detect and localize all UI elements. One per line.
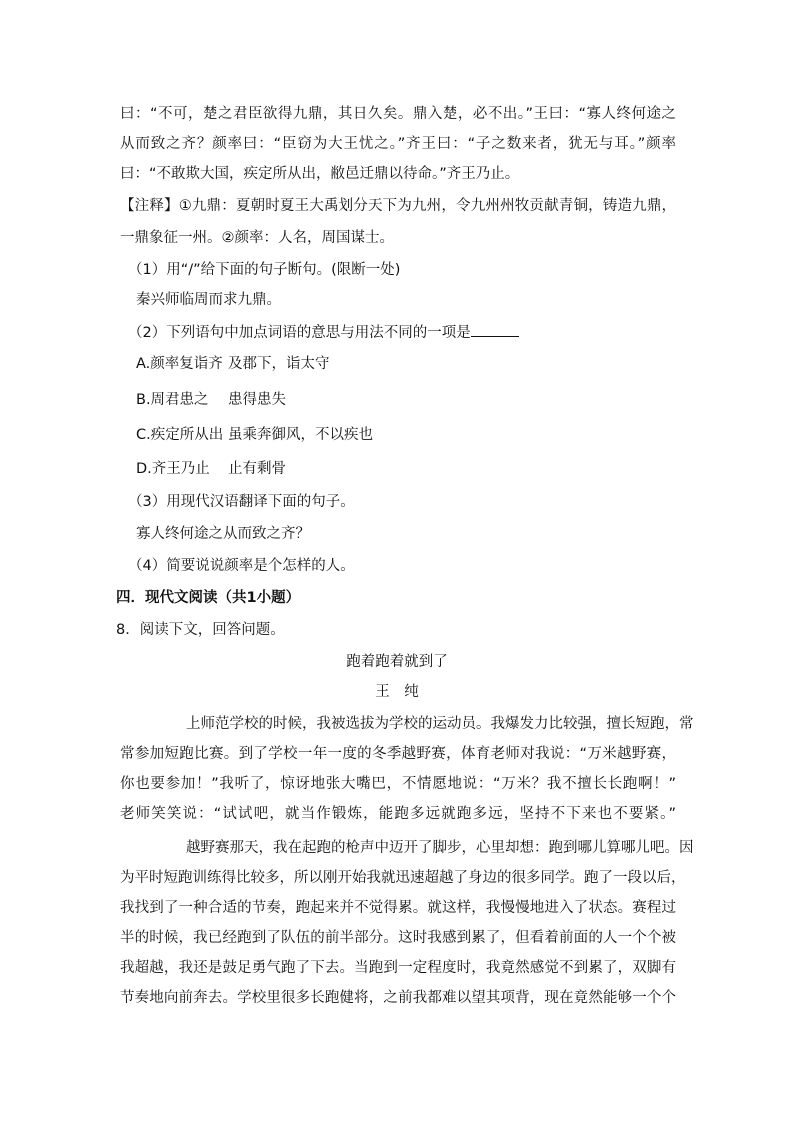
question-3-sentence: 寡人终何途之从而致之齐？ <box>136 526 310 542</box>
option-d-text: 止有剩骨 <box>228 461 286 477</box>
passage-line-6: 为平时短跑训练得比较多，所以刚开始我就迅速超越了身边的很多同学。跑了一段以后， <box>120 870 686 886</box>
question-2 <box>128 322 519 343</box>
question-1: （1）用“/”给下面的句子断句。(限断一处) <box>128 262 401 278</box>
passage-line-1: 上师范学校的时候，我被选拔为学校的运动员。我爆发力比较强，擅长短跑，常 <box>186 716 694 732</box>
option-b-text: 患得患失 <box>228 392 286 408</box>
classical-line-1: 曰：“不可，楚之君臣欲得九鼎，其日久矣。鼎入楚，必不出。”王曰：“寡人终何途之 <box>120 106 676 122</box>
option-b-label: B.周君患之 <box>136 392 209 408</box>
article-title: 跑着跑着就到了 <box>346 654 448 670</box>
question-2-text: （2）下列语句中加点词语的意思与用法不同的一项是 <box>128 325 471 341</box>
passage-line-9: 我超越，我还是鼓足勇气跑了下去。当跑到一定程度时，我竟然感觉不到累了，双脚有 <box>120 960 676 976</box>
option-a-label: A.颜率复诣齐 <box>136 356 223 372</box>
passage-line-4: 老师笑笑说：“试试吧，就当作锻炼，能跑多远就跑多远，坚持不下来也不要紧。” <box>120 806 676 822</box>
classical-line-3: 曰：“不敢欺大国，疾定所从出，敝邑迁鼎以待命。”齐王乃止。 <box>120 166 520 182</box>
option-d-label: D.齐王乃止 <box>136 461 210 477</box>
question-4: （4）简要说说颜率是个怎样的人。 <box>128 558 355 574</box>
notes-line-1: 【注释】①九鼎：夏朝时夏王大禹划分天下为九州，令九州州牧贡献青铜，铸造九鼎， <box>120 198 676 214</box>
question-3: （3）用现代汉语翻译下面的句子。 <box>128 494 355 510</box>
article-author: 王 纯 <box>375 684 419 700</box>
passage-line-5: 越野赛那天，我在起跑的枪声中迈开了脚步，心里却想：跑到哪儿算哪儿吧。因 <box>186 840 694 856</box>
notes-line-2: 一鼎象征一州。②颜率：人名，周国谋士。 <box>120 230 394 246</box>
passage-line-7: 我找到了一种合适的节奏，跑起来并不觉得累。就这样，我慢慢地进入了状态。赛程过 <box>120 900 676 916</box>
passage-line-8: 半的时候，我已经跑到了队伍的前半部分。这时我感到累了，但看着前面的人一个个被 <box>120 930 676 946</box>
option-c-label: C.疾定所从出 <box>136 427 224 443</box>
option-c-text: 虽乘奔御风，不以疾也 <box>228 427 373 443</box>
classical-line-2: 从而致之齐？颜率曰：“臣窃为大王忧之。”齐王曰：“子之数来者，犹无与耳。”颜率 <box>120 136 676 152</box>
answer-blank <box>471 322 519 337</box>
question-1-sentence: 秦兴师临周而求九鼎。 <box>136 292 281 308</box>
passage-line-10: 节奏地向前奔去。学校里很多长跑健将，之前我都难以望其项背，现在竟然能够一个个 <box>120 990 676 1006</box>
option-a-text: 及郡下，诣太守 <box>228 356 330 372</box>
passage-line-2: 常参加短跑比赛。到了学校一年一度的冬季越野赛，体育老师对我说：“万米越野赛， <box>120 746 676 762</box>
passage-line-3: 你也要参加！”我听了，惊讶地张大嘴巴，不情愿地说：“万米？我不擅长长跑啊！” <box>120 776 676 792</box>
section-heading: 四．现代文阅读（共1小题） <box>116 590 301 606</box>
question-8: 8．阅读下文，回答问题。 <box>116 622 285 638</box>
